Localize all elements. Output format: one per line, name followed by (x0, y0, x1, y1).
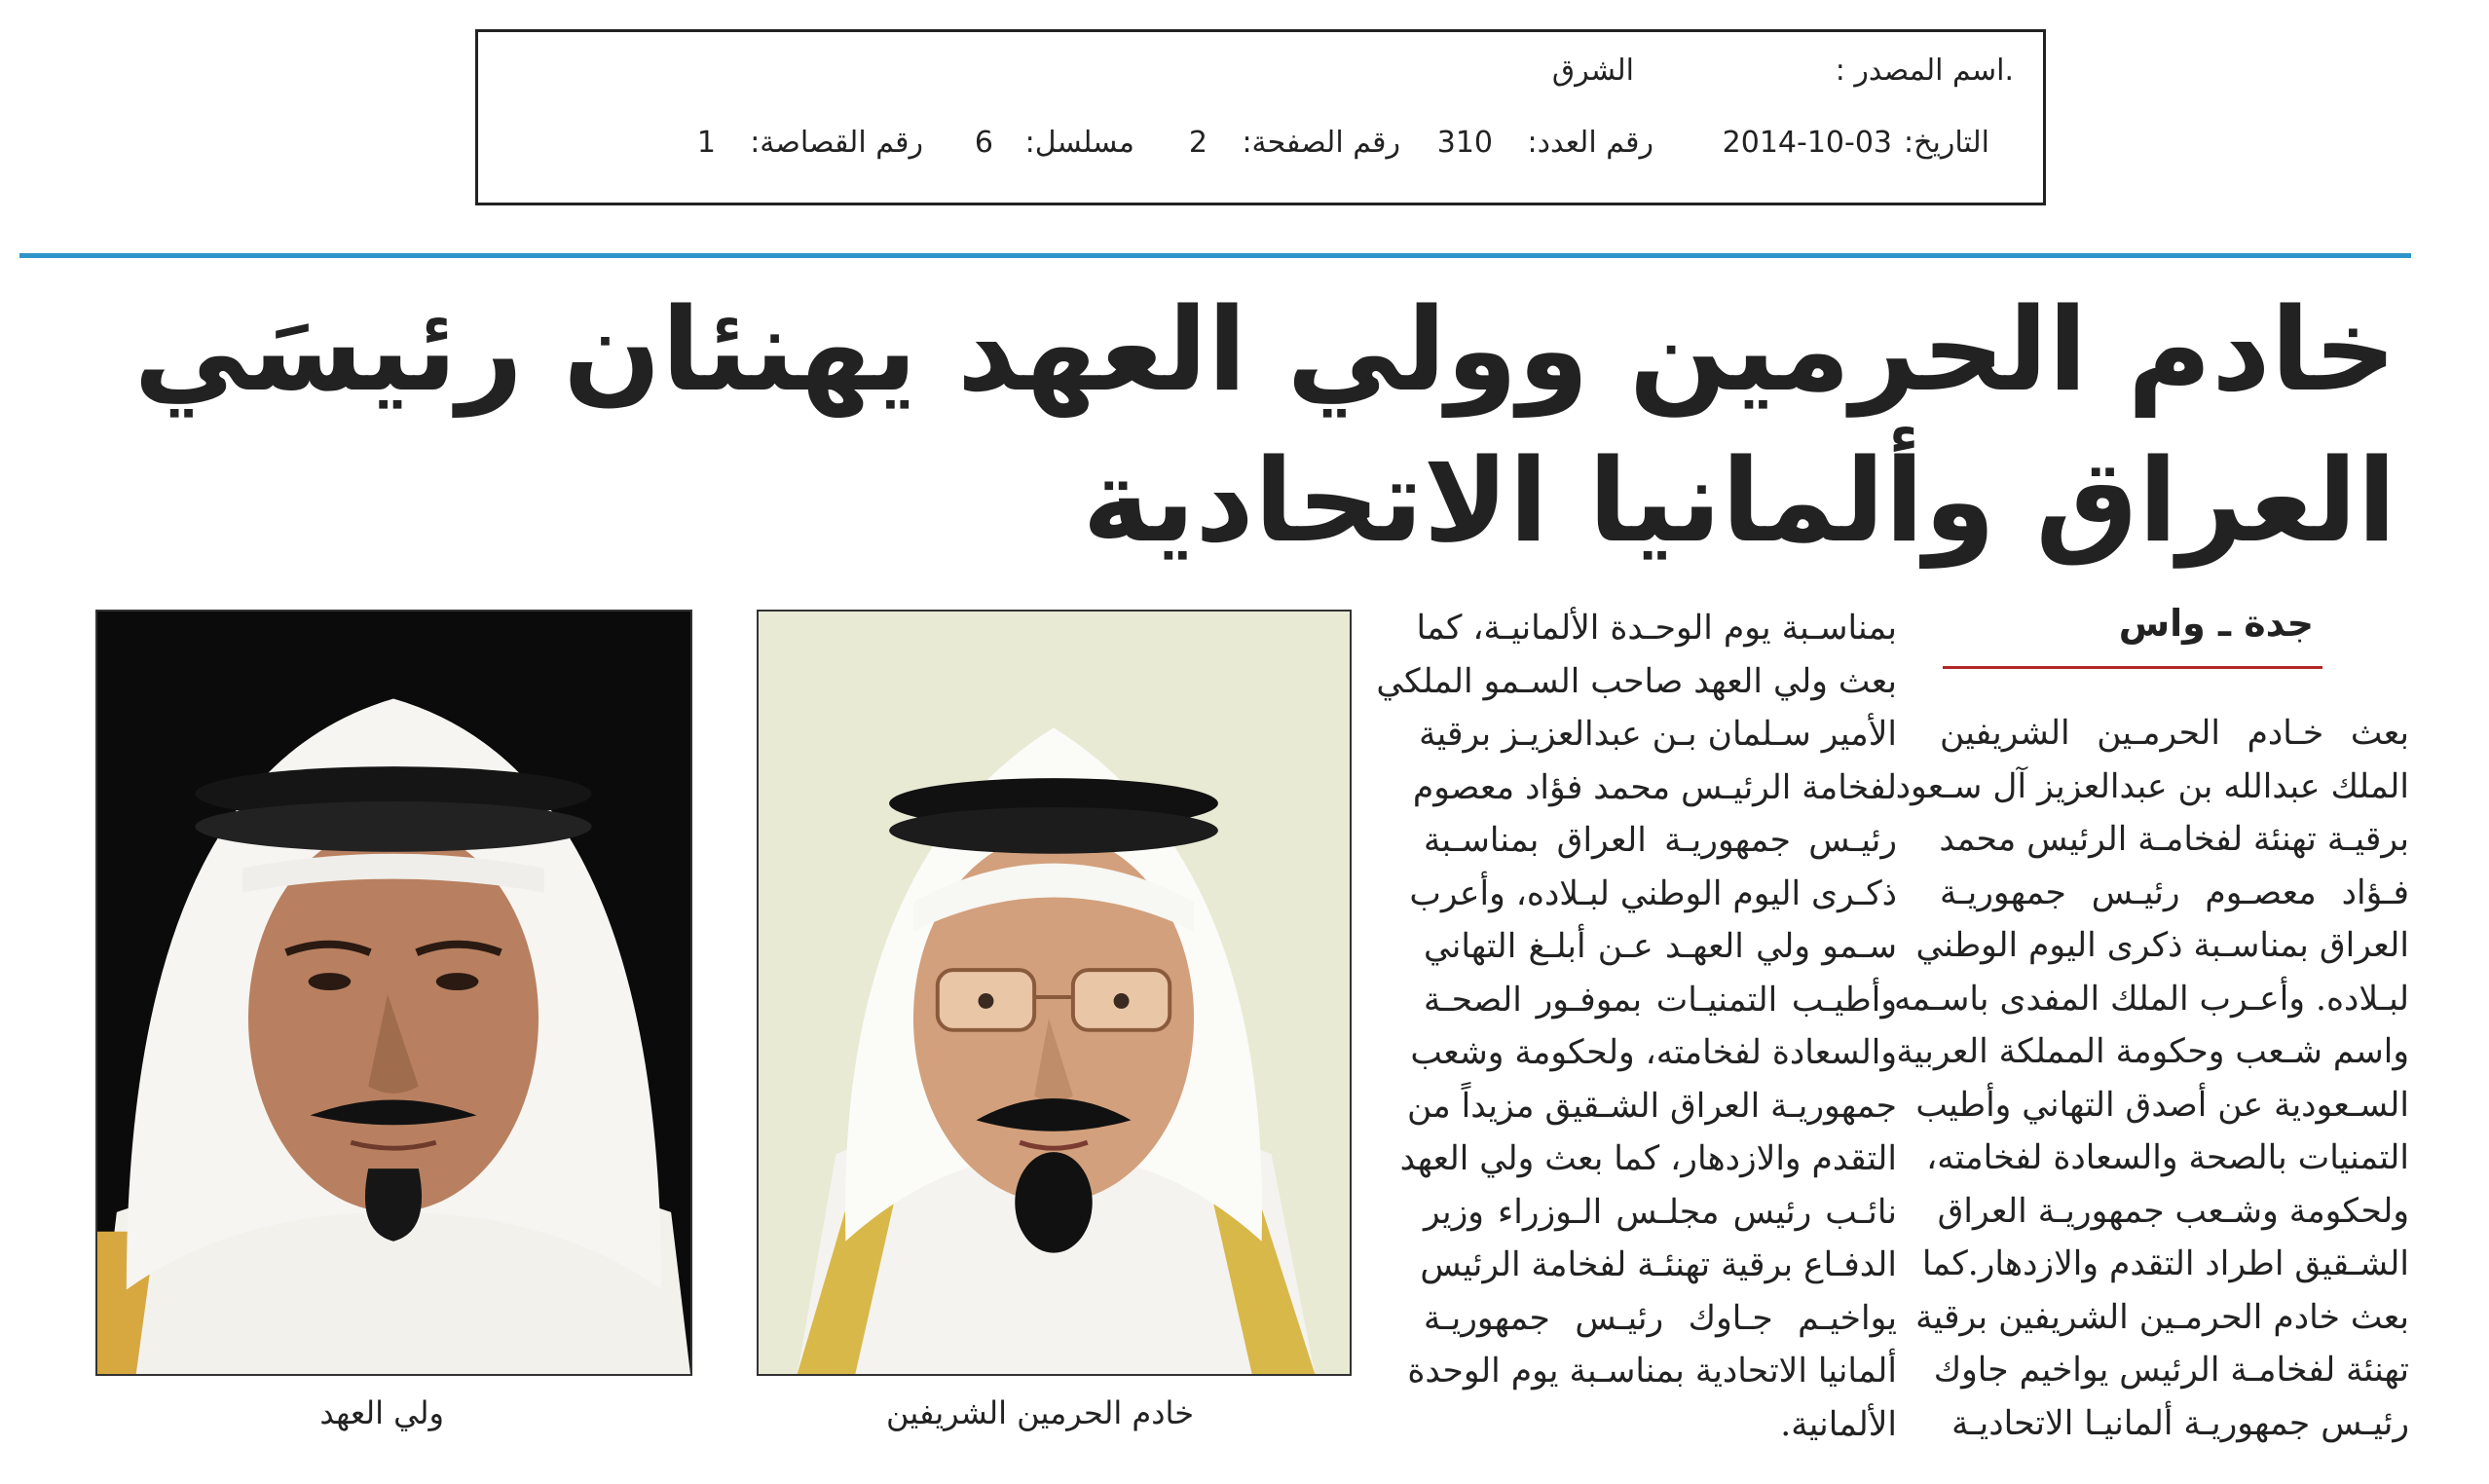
article-line: الشـقيق اطراد التقدم والازدهار.كما (1921, 1244, 2409, 1283)
issue-value: 310 (1436, 126, 1493, 160)
date-label: التاريخ: (1904, 126, 1989, 160)
article-line: بمناسـبة يوم الوحـدة الألمانيـة، كما (1416, 609, 1897, 648)
article-line: التقدم والازدهار، كما بعث ولي العهد (1399, 1139, 1897, 1178)
article-line: واسم شـعب وحكومة المملكة العربية (1896, 1032, 2409, 1071)
article-line: رئيـس جمهوريـة العراق بمناسـبة (1424, 821, 1897, 860)
article-line: لفخامة الرئيـس محمد فؤاد معصوم (1412, 767, 1897, 807)
article-line: والسعادة لفخامته، ولحكومة وشعب (1410, 1033, 1897, 1072)
page-label: رقم الصفحة: (1242, 126, 1400, 160)
source-name-label: .اسم المصدر : (1835, 54, 2014, 88)
article-line: بعث خـادم الحرمـين الشريفين (1940, 714, 2409, 753)
article-line: يواخيـم جـاوك رئيـس جمهوريـة (1424, 1298, 1897, 1338)
article-line: رئيـس جمهوريـة ألمانيـا الاتحاديـة (1951, 1403, 2409, 1443)
article-line: التمنيات بالصحة والسعادة لفخامته، (1926, 1138, 2409, 1177)
clip-value: 1 (696, 126, 716, 160)
article-line: الدفـاع برقية تهنئـة لفخامة الرئيس (1420, 1245, 1897, 1284)
article-line: ألمانيا الاتحادية بمناسـبة يوم الوحدة (1407, 1352, 1897, 1391)
king-portrait-photo (757, 610, 1352, 1376)
article-line: السـعودية عن أصدق التهاني وأطيب (1915, 1085, 2409, 1125)
crown-prince-photo-caption: ولي العهد (319, 1394, 444, 1431)
article-line: بعث خادم الحرمـين الشريفين برقية (1915, 1297, 2409, 1337)
article-line: فـؤاد معصـوم رئيـس جمهوريـة (1940, 872, 2409, 912)
article-line: تهنئة لفخامـة الرئيس يواخيم جاوك (1933, 1351, 2409, 1390)
clip-label: رقم القصاصة: (750, 126, 923, 160)
page-value: 2 (1188, 126, 1207, 160)
article-line: ذكـرى اليوم الوطني لبـلاده، وأعرب (1409, 873, 1897, 913)
article-line: بعث ولي العهد صاحب السـمو الملكي (1376, 661, 1897, 701)
date-value: 2014-10-03 (1722, 126, 1892, 160)
source-name-value: الشرق (1551, 54, 1634, 88)
article-line: لبـلاده. وأعـرب الملك المفدى باسـمه (1893, 979, 2409, 1019)
issue-label: رقم العدد: (1527, 126, 1653, 160)
header-rule (19, 253, 2411, 258)
article-line: نائـب رئيس مجلـس الـوزراء وزير (1424, 1192, 1897, 1232)
article-line: العراق بمناسـبة ذكرى اليوم الوطني (1915, 926, 2409, 965)
source-info-box (475, 29, 2046, 205)
byline-rule (1943, 666, 2322, 669)
byline: جدة ـ واس (2118, 602, 2314, 645)
article-column-left (1376, 602, 1897, 1451)
article-column-right (1893, 707, 2409, 1450)
headline-line-1: خادم الحرمين وولي العهد يهنئان رئيسَي (133, 282, 2396, 417)
king-portrait-illustration (759, 612, 1350, 1374)
crown-prince-portrait-illustration (97, 612, 690, 1374)
article-line: جمهوريـة العراق الشـقيق مزيداً من (1406, 1086, 1897, 1126)
article-line: وأطيـب التمنيـات بموفـور الصحـة (1424, 980, 1897, 1020)
crown-prince-portrait-photo (95, 610, 692, 1376)
serial-label: مسلسل: (1024, 126, 1134, 160)
article-line: ولحكومة وشـعب جمهوريـة العراق (1937, 1191, 2409, 1231)
article-line: الألمانية. (1780, 1404, 1897, 1444)
article-line: الأمير سـلمان بـن عبدالعزيـز برقية (1419, 715, 1897, 754)
article-line: برقيـة تهنئة لفخامـة الرئيس محمد (1939, 820, 2409, 859)
king-photo-caption: خادم الحرمين الشريفين (886, 1394, 1194, 1431)
headline-line-2: العراق وألمانيا الاتحادية (1082, 433, 2396, 568)
article-line: سـمو ولي العهـد عـن أبلـغ التهاني (1424, 927, 1897, 966)
article-line: الملك عبدالله بن عبدالعزيز آل سـعود (1895, 766, 2409, 806)
serial-value: 6 (974, 126, 993, 160)
